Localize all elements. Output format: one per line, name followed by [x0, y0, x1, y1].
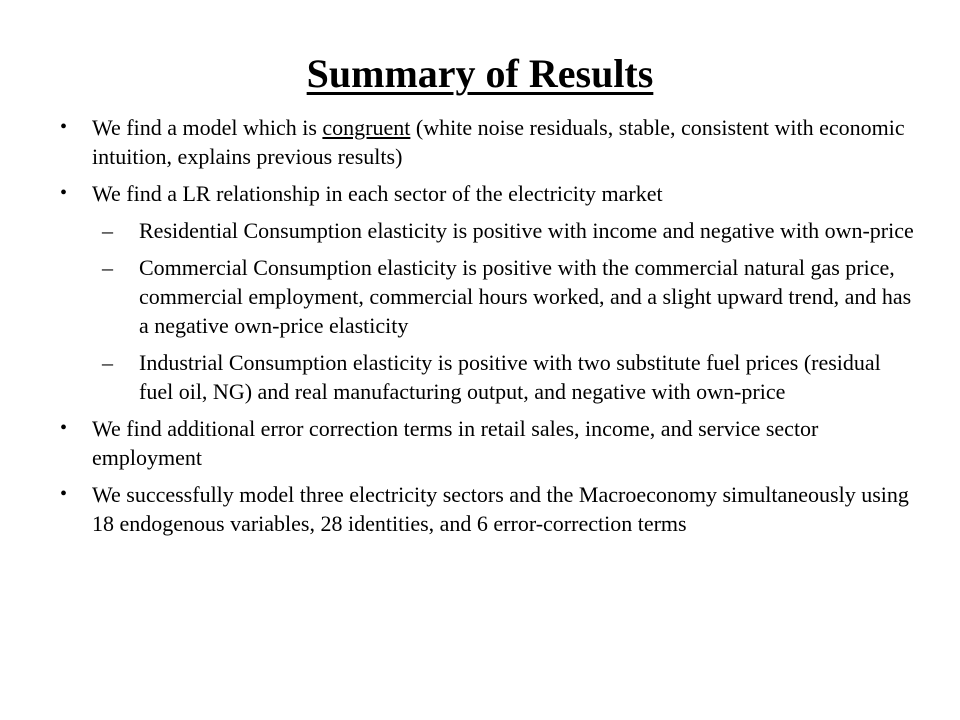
bullet-text-underlined: congruent — [322, 115, 411, 140]
sub-item-text: Industrial Consumption elasticity is positive with two substitute fuel prices (residual fuel oil, NG) and real manufacturing output, and negative with own-price — [139, 350, 881, 404]
dash-marker: – — [102, 218, 113, 243]
sub-item-text: Residential Consumption elasticity is positive with income and negative with own-price — [139, 218, 914, 243]
bullet-marker: • — [60, 182, 68, 204]
bullet-text: We find a LR relationship in each sector of the electricity market — [92, 181, 663, 206]
bullet-item-lr-relationship — [60, 179, 920, 208]
dash-marker: – — [102, 350, 113, 375]
bullet-text-pre: We find a model which is — [92, 115, 323, 140]
bullet-text-post: (white noise residuals, stable, consistent with economic intuition, explains previous results) — [92, 115, 905, 169]
bullet-item-model-sectors — [60, 480, 920, 538]
slide-title: Summary of Results — [306, 51, 654, 96]
sub-item-text: Commercial Consumption elasticity is positive with the commercial natural gas price, commercial employment, commercial hours worked, and a slight upward trend, and has a negative own-price elasticity — [139, 255, 912, 338]
sub-item-commercial — [60, 253, 920, 340]
bullet-item-error-correction — [60, 414, 920, 472]
bullet-text: We find additional error correction terms in retail sales, income, and service sector employment — [92, 416, 819, 470]
sub-item-residential — [60, 216, 920, 245]
bullet-item-congruent-model — [60, 113, 920, 171]
sub-item-industrial — [60, 348, 920, 406]
bullet-marker: • — [60, 483, 68, 505]
dash-marker: – — [102, 255, 113, 280]
bullet-text: We successfully model three electricity sectors and the Macroeconomy simultaneously using 18 endogenous variables, 28 identities, and 6 error-correction terms — [92, 482, 909, 536]
bullet-list — [60, 113, 920, 546]
bullet-marker: • — [60, 417, 68, 439]
bullet-marker: • — [60, 116, 68, 138]
